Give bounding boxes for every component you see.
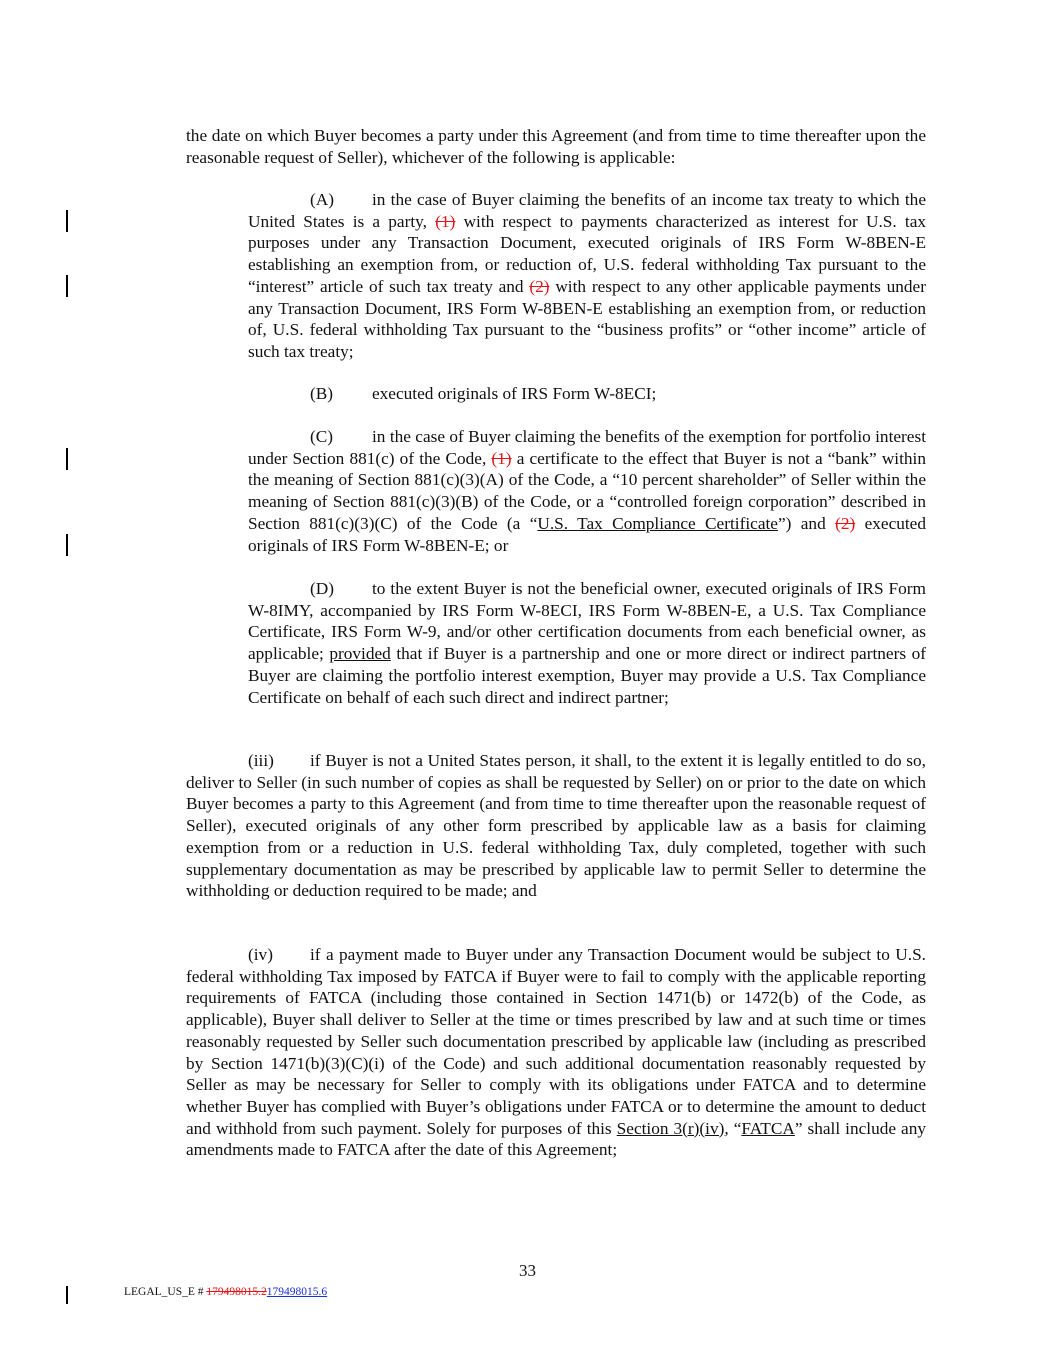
paragraph-c xyxy=(248,426,926,556)
paragraph-intro-text: the date on which Buyer becomes a party under this Agreement (and from time to time thereafter upon the reasonable request of Seller), whichever of the following is applicable: xyxy=(186,126,926,167)
paragraph-d-label: (D) xyxy=(310,579,334,598)
change-bar xyxy=(66,448,68,470)
paragraph-c-text-3: ”) and xyxy=(777,513,826,533)
paragraph-iv-text-2: , “ xyxy=(724,1118,742,1138)
paragraph-c-text-2: a certificate to the effect that Buyer is not a “bank” within the meaning of Section 881(c)(3)(A) of the Code, a “10 percent shareholder” of Seller within the meaning of Section 881(c)(3)(B) of the Code, or a “controlled foreign corporation” described in Section 881(c)(3)(C) of the Code (a “ xyxy=(248,448,926,533)
paragraph-b-text: executed originals of IRS Form W-8ECI; xyxy=(372,384,657,403)
paragraph-iii-label: (iii) xyxy=(248,751,274,770)
paragraph-d-text-1: to the extent Buyer is not the beneficial owner, executed originals of IRS Form W-8IMY, accompanied by IRS Form W-8ECI, IRS Form W-8BEN-E, a U.S. Tax Compliance Certificate, IRS Form W-9, and/or other certification documents from each beneficial owner, as applicable; xyxy=(248,579,926,664)
paragraph-c-label: (C) xyxy=(310,427,334,446)
document-footer xyxy=(124,1286,327,1298)
deleted-text: (1) xyxy=(491,448,512,468)
defined-term: FATCA xyxy=(741,1118,795,1138)
paragraph-iii-text: if Buyer is not a United States person, it shall, to the extent it is legally entitled to do so, deliver to Seller (in such number of copies as shall be requested by Seller) on or prior to the date on which Buyer becomes a party to this Agreement (and from time to time thereafter upon the reasonable request of Seller), executed originals of any other form prescribed by applicable law as a basis for claiming exemption from or a reduction in U.S. federal withholding Tax, duly completed, together with such supplementary documentation as may be prescribed by applicable law to permit Seller to determine the withholding or deduction required to be made; and xyxy=(186,751,926,901)
paragraph-iv-label: (iv) xyxy=(248,945,273,964)
paragraph-c-text-4: executed originals of IRS Form W-8BEN-E; or xyxy=(248,513,926,555)
paragraph-a-label: (A) xyxy=(310,190,334,209)
deleted-text: (2) xyxy=(835,513,856,533)
paragraph-iv xyxy=(186,944,926,1161)
paragraph-b xyxy=(248,383,926,405)
deleted-text: (1) xyxy=(435,211,456,231)
paragraph-intro xyxy=(186,125,926,168)
footer-inserted-id: 179498015.6 xyxy=(266,1286,328,1298)
section-reference: Section 3(r)(iv) xyxy=(616,1118,725,1138)
change-bar xyxy=(66,1286,68,1304)
defined-term: provided xyxy=(329,644,391,664)
paragraph-d xyxy=(248,578,926,708)
defined-term: U.S. Tax Compliance Certificate xyxy=(537,513,778,533)
paragraph-d-text-2: that if Buyer is a partnership and one or more direct or indirect partners of Buyer are claiming the portfolio interest exemption, Buyer may provide a U.S. Tax Compliance Certificate on behalf of each such direct and indirect partner; xyxy=(248,644,926,707)
paragraph-a-text-3: with respect to any other applicable payments under any Transaction Document, IRS Form W-8BEN-E establishing an exemption from, or reduction of, U.S. federal withholding Tax pursuant to the “business profits” or “other income” article of such tax treaty; xyxy=(248,276,926,361)
paragraph-c-text-1: in the case of Buyer claiming the benefits of the exemption for portfolio interest under Section 881(c) of the Code, xyxy=(248,427,926,468)
paragraph-iii xyxy=(186,750,926,902)
paragraph-a xyxy=(248,189,926,363)
paragraph-a-text-1: in the case of Buyer claiming the benefits of an income tax treaty to which the United States is a party, xyxy=(248,190,926,231)
footer-deleted-id: 179498015.2 xyxy=(206,1286,267,1298)
paragraph-b-label: (B) xyxy=(310,384,334,403)
footer-prefix: LEGAL_US_E # xyxy=(124,1286,207,1298)
paragraph-a-text-2: with respect to payments characterized as interest for U.S. tax purposes under any Transaction Document, executed originals of IRS Form W-8BEN-E establishing an exemption from, or reduction of, U.S. federal withholding Tax pursuant to the “interest” article of such tax treaty and xyxy=(248,211,927,296)
deleted-text: (2) xyxy=(529,276,550,296)
change-bar xyxy=(66,534,68,556)
paragraph-iv-text-1: if a payment made to Buyer under any Transaction Document would be subject to U.S. federal withholding Tax imposed by FATCA if Buyer were to fail to comply with the applicable reporting requirements of FATCA (including those contained in Section 1471(b) or 1472(b) of the Code, as applicable), Buyer shall deliver to Seller at the time or times prescribed by law and at such time or times reasonably requested by Seller such documentation prescribed by applicable law (including as prescribed by Section 1471(b)(3)(C)(i) of the Code) and such additional documentation reasonably requested by Seller as may be necessary for Seller to comply with its obligations under FATCA and to determine whether Buyer has complied with Buyer’s obligations under FATCA or to determine the amount to deduct and withhold from such payment. Solely for purposes of this xyxy=(186,945,926,1138)
page-number: 33 xyxy=(519,1261,536,1280)
change-bar xyxy=(66,275,68,297)
change-bar xyxy=(66,210,68,232)
paragraph-iv-text-3: ” shall include any amendments made to FATCA after the date of this Agreement; xyxy=(186,1118,926,1160)
